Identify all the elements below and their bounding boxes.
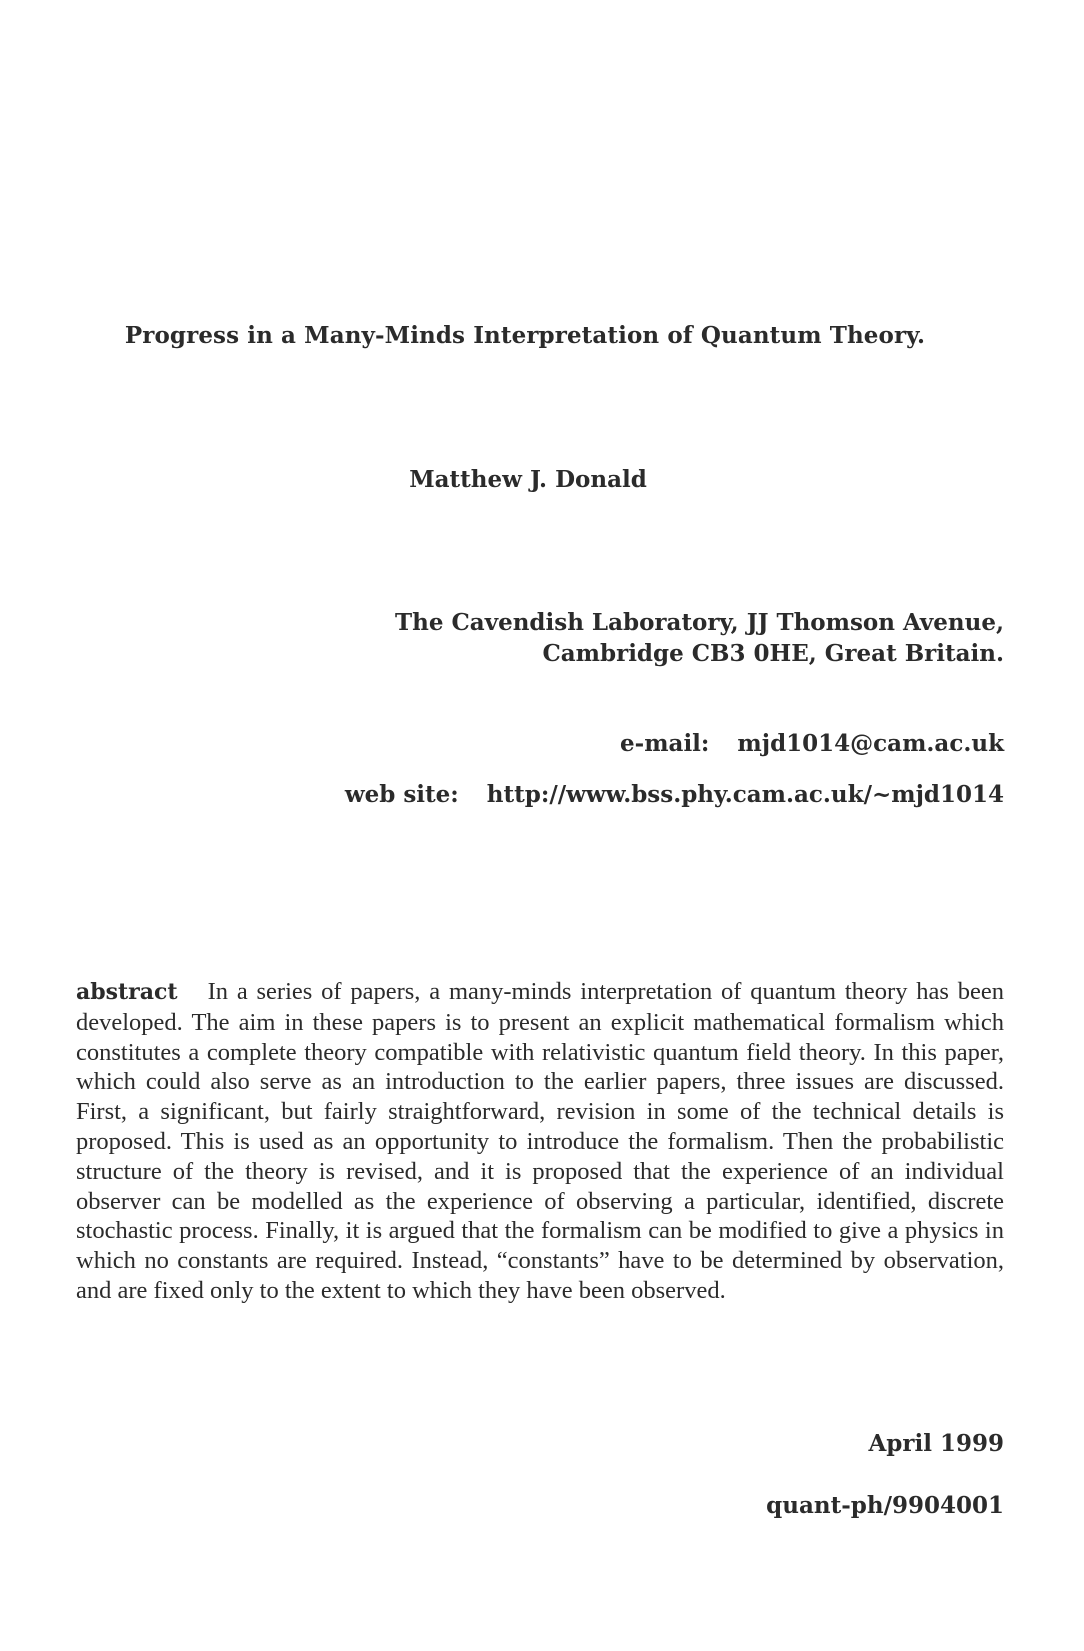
author-address: [395, 607, 1004, 669]
email-label: e-mail:: [620, 730, 710, 757]
email-row: [620, 730, 1004, 757]
arxiv-identifier: quant-ph/9904001: [766, 1492, 1004, 1519]
paper-title: [0, 322, 1084, 349]
website-row: [345, 781, 1004, 808]
email-address[interactable]: mjd1014@cam.ac.uk: [737, 730, 1004, 757]
address-line-1: The Cavendish Laboratory, JJ Thomson Avenue,: [395, 609, 1004, 636]
website-label: web site:: [344, 781, 459, 808]
website-url[interactable]: http://www.bss.phy.cam.ac.uk/~mjd1014: [486, 781, 1004, 808]
abstract: [76, 977, 1004, 1306]
abstract-text: In a series of papers, a many-minds interpretation of quantum theory has been developed. The aim in these papers is to present an explicit mathematical formalism which constitutes a complete theory compatible with relativistic quantum field theory. In this paper, which could also serve as an introduction to the earlier papers, three issues are discussed. First, a significant, but fairly straightforward, revision in some of the technical details is proposed. This is used as an opportunity to introduce the formalism. Then the probabilistic structure of the theory is revised, and it is proposed that the experience of an individual observer can be modelled as the experience of observing a particular, identified, discrete stochastic process. Finally, it is argued that the formalism can be modified to give a physics in which no constants are required. Instead, “constants” have to be determined by observation, and are fixed only to the extent to which they have been observed.: [76, 978, 1004, 1304]
author-name: [0, 466, 1084, 493]
paper-title-text: Progress in a Many-Minds Interpretation of Quantum Theory.: [124, 322, 926, 349]
abstract-label: abstract: [76, 979, 178, 1005]
address-line-2: Cambridge CB3 0HE, Great Britain.: [542, 640, 1004, 667]
publication-date: April 1999: [868, 1430, 1004, 1457]
author-name-text: Matthew J. Donald: [409, 466, 647, 493]
